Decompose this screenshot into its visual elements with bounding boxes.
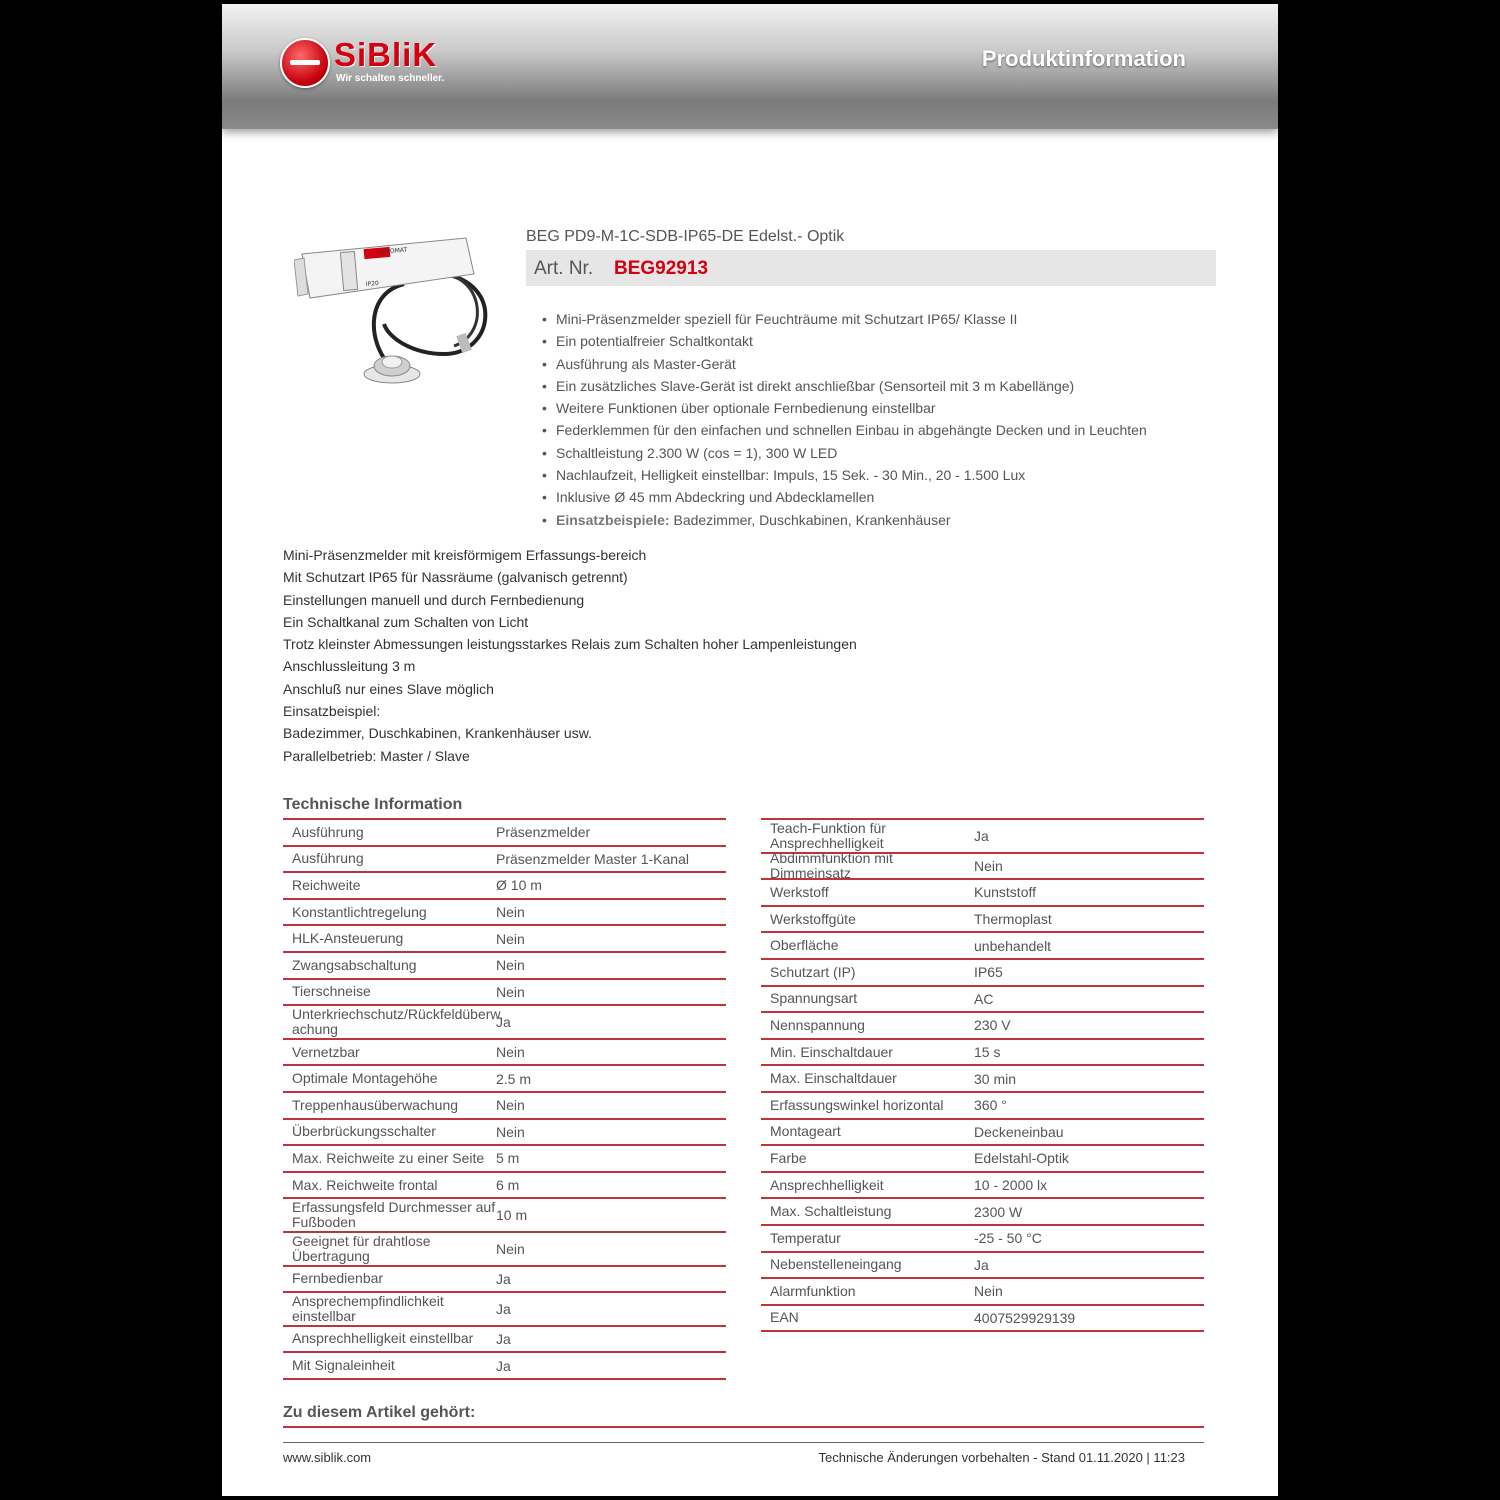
description-line: Trotz kleinster Abmessungen leistungsstarkes Relais zum Schalten hoher Lampenleistungen	[283, 636, 857, 653]
article-number-bar	[526, 250, 1216, 286]
feature-item: • Nachlaufzeit, Helligkeit einstellbar: Impuls, 15 Sek. - 30 Min., 20 - 1.500 Lux	[542, 464, 1242, 486]
tech-row	[761, 1173, 1204, 1200]
tech-row	[761, 1306, 1204, 1333]
tech-key: Nebenstelleneingang	[770, 1256, 902, 1273]
tech-row	[761, 1093, 1204, 1120]
tech-key: Vernetzbar	[292, 1043, 360, 1060]
tech-key: Oberfläche	[770, 937, 839, 954]
siblik-logo	[280, 38, 480, 88]
article-number: BEG92913	[614, 258, 709, 279]
description-line: Anschluß nur eines Slave möglich	[283, 680, 494, 697]
tech-value: Kunststoff	[974, 884, 1037, 901]
document-page	[222, 4, 1278, 1496]
description-line: Mit Schutzart IP65 für Nassräume (galvanisch getrennt)	[283, 569, 628, 586]
tech-value: -25 - 50 °C	[974, 1230, 1042, 1247]
tech-value: 2300 W	[974, 1203, 1023, 1220]
tech-value: 15 s	[974, 1044, 1001, 1061]
tech-row	[761, 1120, 1204, 1147]
tech-value: Nein	[496, 1123, 525, 1140]
tech-value: 6 m	[496, 1177, 520, 1194]
description-line: Einsatzbeispiel:	[283, 703, 381, 720]
tech-value: 4007529929139	[974, 1309, 1076, 1326]
tech-value: 2.5 m	[496, 1070, 532, 1087]
tech-row	[761, 1199, 1204, 1226]
tech-row	[283, 1353, 726, 1380]
tech-table-right	[761, 818, 1204, 1332]
feature-list	[542, 308, 1242, 531]
tech-key: Werkstoffgüte	[770, 910, 856, 927]
tech-row	[761, 1066, 1204, 1093]
tech-key: Konstantlichtregelung	[292, 903, 427, 920]
tech-row	[761, 1253, 1204, 1280]
tech-value: IP65	[974, 964, 1003, 981]
tech-value: 5 m	[496, 1150, 520, 1167]
feature-item: • Mini-Präsenzmelder speziell für Feuchträume mit Schutzart IP65/ Klasse II	[542, 308, 1242, 330]
tech-value: Ja	[496, 1330, 511, 1347]
description-line: Ein Schaltkanal zum Schalten von Licht	[283, 613, 529, 630]
tech-key: Ausführung	[292, 823, 364, 840]
tech-value: Ja	[974, 827, 989, 844]
tech-row	[761, 1040, 1204, 1067]
tech-value: Ø 10 m	[496, 877, 542, 894]
description-list	[283, 544, 857, 767]
tech-table-left	[283, 818, 726, 1380]
tech-row	[283, 1093, 726, 1120]
feature-item: • Federklemmen für den einfachen und schnellen Einbau in abgehängte Decken und in Leuchten	[542, 419, 1242, 441]
tech-row	[283, 1146, 726, 1173]
tech-key: Fernbedienbar	[292, 1270, 384, 1287]
tech-key: Erfassungswinkel horizontal	[770, 1096, 944, 1113]
tech-key: Werkstoff	[770, 883, 829, 900]
tech-value: AC	[974, 990, 994, 1007]
tech-value: Nein	[974, 857, 1003, 874]
tech-row	[761, 987, 1204, 1014]
header-bar	[222, 4, 1278, 129]
tech-row	[761, 849, 1204, 881]
tech-row	[283, 926, 726, 953]
tech-key: Alarmfunktion	[770, 1282, 856, 1299]
tech-row	[283, 820, 726, 847]
description-line: Mini-Präsenzmelder mit kreisförmigem Erfassungs-bereich	[283, 547, 647, 563]
tech-row	[761, 933, 1204, 960]
tech-value: Thermoplast	[974, 911, 1052, 928]
feature-item: • Inklusive Ø 45 mm Abdeckring und Abdecklamellen	[542, 486, 1242, 508]
description-line: Einstellungen manuell und durch Fernbedienung	[283, 591, 585, 608]
tech-row	[283, 980, 726, 1007]
product-image	[294, 234, 494, 394]
logo-tagline: Wir schalten schneller.	[336, 73, 445, 84]
tech-row	[761, 1279, 1204, 1306]
tech-info-heading: Technische Information	[283, 796, 463, 813]
tech-key: Schutzart (IP)	[770, 963, 856, 980]
tech-key: Ausführung	[292, 850, 364, 867]
tech-key: Überbrückungsschalter	[292, 1123, 436, 1140]
tech-key: Erfassungsfeld Durchmesser auf Fußboden	[292, 1199, 496, 1231]
tech-key: Nennspannung	[770, 1016, 865, 1033]
tech-row	[283, 953, 726, 980]
tech-value: unbehandelt	[974, 937, 1052, 954]
tech-value: 30 min	[974, 1070, 1017, 1087]
tech-key: Optimale Montagehöhe	[292, 1070, 438, 1087]
tech-value: 230 V	[974, 1017, 1011, 1034]
tech-row	[283, 1066, 726, 1093]
tech-key: Abdimmfunktion mit Dimmeinsatz	[770, 849, 893, 881]
tech-key: Reichweite	[292, 876, 361, 893]
tech-value: 10 m	[496, 1207, 528, 1224]
tech-key: Farbe	[770, 1149, 807, 1166]
tech-key: Spannungsart	[770, 990, 858, 1007]
tech-value: Präsenzmelder	[496, 824, 591, 841]
tech-value: 360 °	[974, 1097, 1007, 1114]
tech-value: Ja	[496, 1357, 511, 1374]
tech-key: Max. Reichweite frontal	[292, 1176, 438, 1193]
tech-row	[761, 1226, 1204, 1253]
tech-row	[761, 1146, 1204, 1173]
footer-url[interactable]: www.siblik.com	[283, 1450, 372, 1465]
tech-row	[283, 1006, 726, 1040]
tech-value: Nein	[496, 983, 525, 1000]
image-brand-label: LUXOMAT	[378, 246, 408, 256]
tech-value: Deckeneinbau	[974, 1123, 1064, 1140]
article-number-label: Art. Nr.	[534, 258, 594, 279]
feature-item: • Ein potentialfreier Schaltkontakt	[542, 330, 1242, 352]
tech-value: Ja	[496, 1300, 511, 1317]
description-line: Parallelbetrieb: Master / Slave	[283, 747, 470, 764]
tech-key: Mit Signaleinheit	[292, 1357, 395, 1374]
description-line: Badezimmer, Duschkabinen, Krankenhäuser usw.	[283, 725, 592, 742]
tech-row	[761, 1013, 1204, 1040]
description-line: Anschlussleitung 3 m	[283, 658, 416, 675]
tech-key: Max. Einschaltdauer	[770, 1070, 897, 1087]
logo-emblem-icon	[280, 38, 330, 88]
page-title: Produktinformation	[981, 46, 1186, 71]
footer-note: Technische Änderungen vorbehalten - Stand 01.11.2020 | 11:23	[818, 1450, 1185, 1465]
tech-key: Unterkriechschutz/Rückfeldüberw achung	[292, 1005, 501, 1037]
tech-row	[283, 1327, 726, 1354]
tech-key: Max. Schaltleistung	[770, 1203, 892, 1220]
feature-item: • Schaltleistung 2.300 W (cos = 1), 300 W LED	[542, 442, 1242, 464]
tech-row	[761, 960, 1204, 987]
feature-item: • Einsatzbeispiele: Badezimmer, Duschkabinen, Krankenhäuser	[542, 509, 1242, 531]
tech-key: Geeignet für drahtlose Übertragung	[292, 1232, 431, 1264]
tech-row	[283, 1267, 726, 1294]
tech-key: Zwangsabschaltung	[292, 956, 417, 973]
tech-value: Nein	[496, 1240, 525, 1257]
tech-row	[761, 880, 1204, 907]
tech-key: Ansprechhelligkeit einstellbar	[292, 1330, 474, 1347]
tech-value: Ja	[496, 1270, 511, 1287]
tech-value: Ja	[974, 1256, 989, 1273]
tech-value: Nein	[496, 1097, 525, 1114]
tech-row	[283, 1040, 726, 1067]
tech-key: Montageart	[770, 1123, 841, 1140]
tech-row	[283, 1293, 726, 1327]
tech-key: Ansprechhelligkeit	[770, 1176, 884, 1193]
tech-key: Teach-Funktion für Ansprechhelligkeit	[770, 819, 886, 851]
feature-item: • Weitere Funktionen über optionale Fernbedienung einstellbar	[542, 397, 1242, 419]
tech-value: Nein	[496, 904, 525, 921]
logo-text: SiBliK	[334, 36, 438, 73]
tech-key: EAN	[770, 1309, 799, 1326]
tech-row	[761, 820, 1204, 854]
tech-row	[283, 847, 726, 874]
tech-row	[283, 1173, 726, 1200]
tech-value: Präsenzmelder Master 1-Kanal	[496, 850, 689, 867]
tech-row	[283, 900, 726, 927]
tech-key: Tierschneise	[292, 983, 371, 1000]
tech-row	[283, 873, 726, 900]
accessories-divider	[283, 1426, 1204, 1428]
tech-value: Nein	[496, 1044, 525, 1061]
feature-item: • Ein zusätzliches Slave-Gerät ist direkt anschließbar (Sensorteil mit 3 m Kabellänge)	[542, 375, 1242, 397]
tech-value: Edelstahl-Optik	[974, 1150, 1069, 1167]
tech-row	[761, 907, 1204, 934]
tech-key: Max. Reichweite zu einer Seite	[292, 1149, 485, 1166]
tech-row	[283, 1233, 726, 1267]
footer-divider	[283, 1442, 1204, 1443]
tech-value: Nein	[974, 1283, 1003, 1300]
tech-key: Ansprechempfindlichkeit einstellbar	[292, 1292, 444, 1324]
tech-row	[283, 1120, 726, 1147]
tech-value: Nein	[496, 957, 525, 974]
tech-key: Temperatur	[770, 1229, 841, 1246]
tech-key: HLK-Ansteuerung	[292, 930, 404, 947]
image-ip-label: IP20	[365, 279, 380, 288]
tech-value: Ja	[496, 1013, 511, 1030]
feature-item: • Ausführung als Master-Gerät	[542, 353, 1242, 375]
accessories-heading: Zu diesem Artikel gehört:	[283, 1404, 476, 1421]
tech-key: Min. Einschaltdauer	[770, 1043, 893, 1060]
product-name: BEG PD9-M-1C-SDB-IP65-DE Edelst.- Optik	[526, 228, 845, 245]
tech-row	[283, 1199, 726, 1233]
tech-value: 10 - 2000 lx	[974, 1177, 1048, 1194]
tech-key: Treppenhausüberwachung	[292, 1096, 459, 1113]
tech-value: Nein	[496, 930, 525, 947]
